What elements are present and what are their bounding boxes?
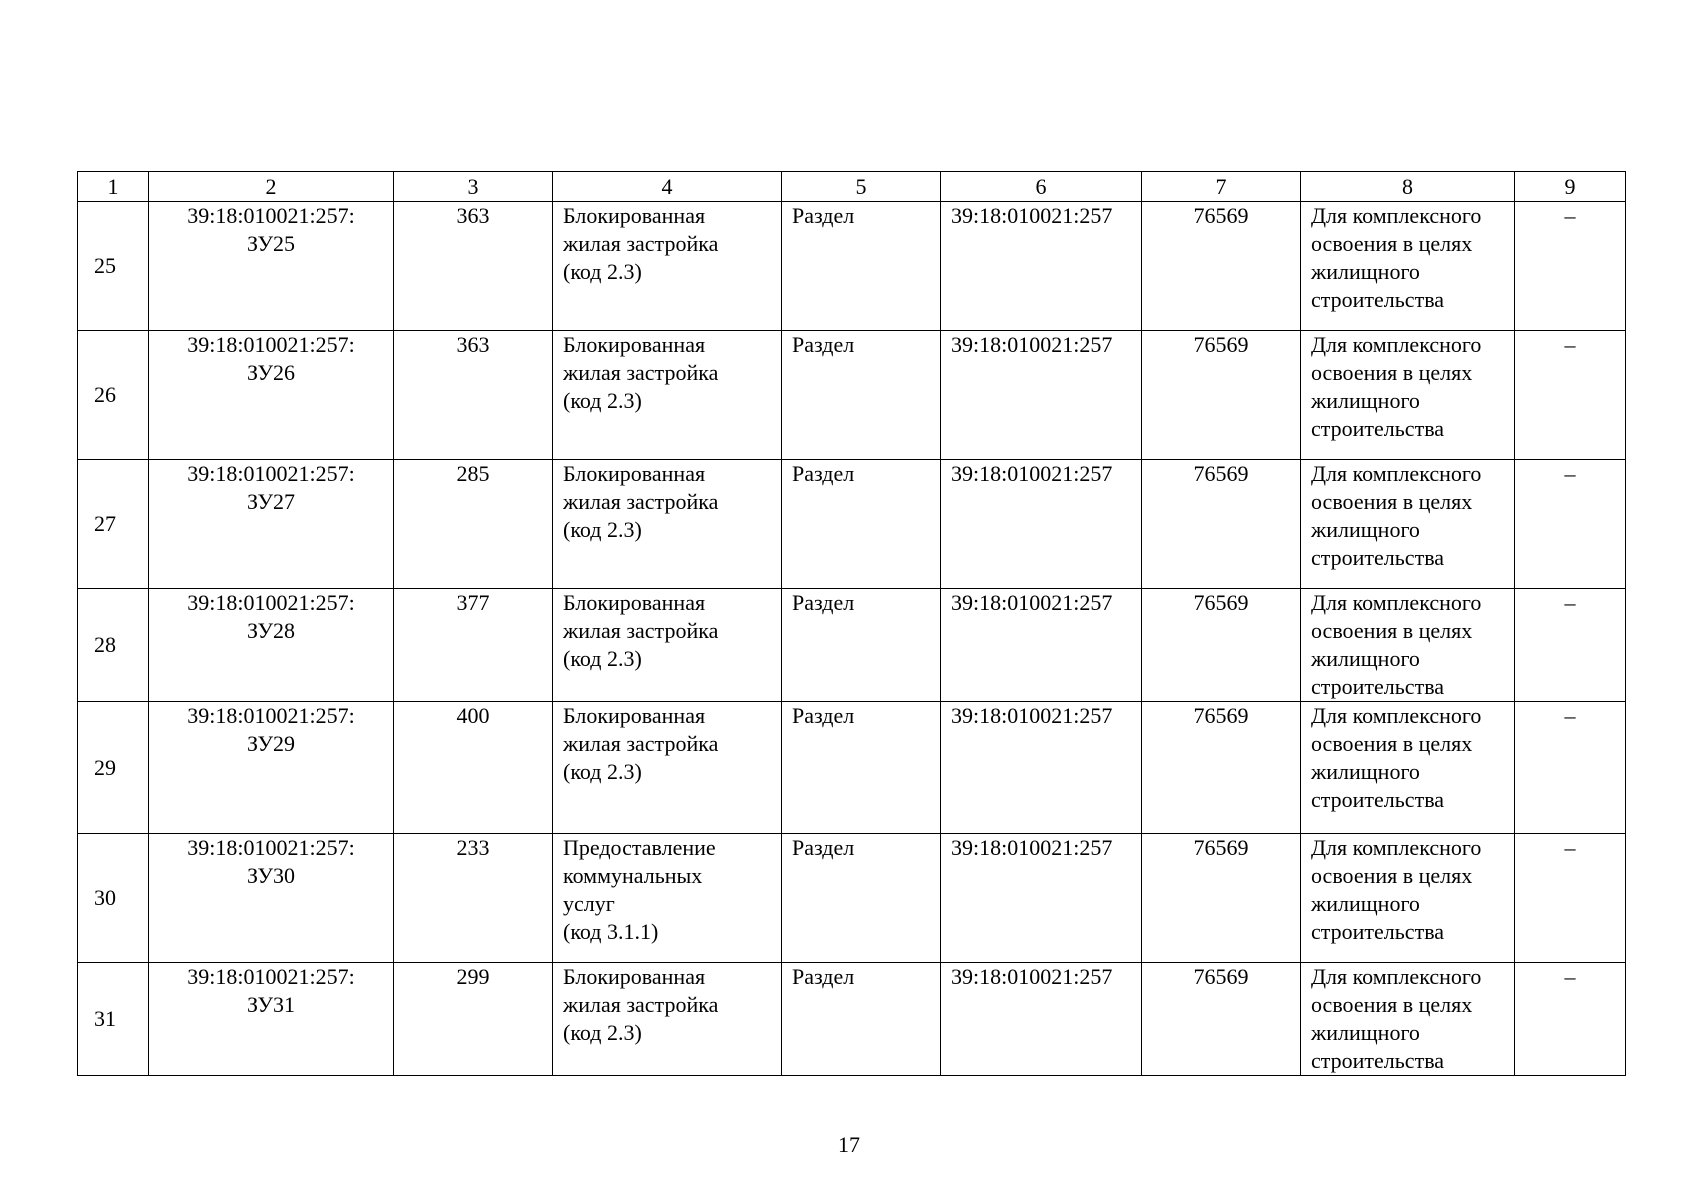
- category-cell: [1301, 702, 1515, 834]
- cell-line: жилищного: [1311, 259, 1420, 284]
- row-number-cell: 26: [78, 331, 149, 460]
- source-plot-cell: 39:18:010021:257: [941, 702, 1142, 834]
- header-cell: 9: [1515, 172, 1626, 202]
- header-cell: 4: [553, 172, 782, 202]
- cell-line: Блокированная: [563, 203, 706, 228]
- row-number-cell: 27: [78, 460, 149, 589]
- category-cell: [1301, 963, 1515, 1076]
- header-cell: 5: [782, 172, 941, 202]
- cell-line: Для комплексного: [1311, 835, 1482, 860]
- cell-line: 39:18:010021:257:: [187, 703, 355, 728]
- source-plot-cell: 39:18:010021:257: [941, 834, 1142, 963]
- cell-line: Для комплексного: [1311, 332, 1482, 357]
- note-cell: –: [1515, 702, 1626, 834]
- permitted-use-cell: [553, 834, 782, 963]
- plot-code-cell: [149, 963, 394, 1076]
- row-number-cell: 30: [78, 834, 149, 963]
- row-number-cell: 29: [78, 702, 149, 834]
- plot-code-cell: [149, 202, 394, 331]
- cell-line: строительства: [1311, 287, 1445, 312]
- note-cell: –: [1515, 202, 1626, 331]
- note-cell: –: [1515, 589, 1626, 702]
- plot-area-cell: 299: [394, 963, 553, 1076]
- plot-code-cell: [149, 589, 394, 702]
- cell-line: жилищного: [1311, 517, 1420, 542]
- cell-line: жилая застройка: [563, 731, 719, 756]
- header-cell: 3: [394, 172, 553, 202]
- cell-line: ЗУ26: [246, 360, 296, 385]
- cell-line: ЗУ25: [246, 231, 296, 256]
- cell-line: освоения в целях: [1311, 489, 1473, 514]
- cell-line: ЗУ28: [246, 618, 296, 643]
- formation-method-cell: Раздел: [782, 589, 941, 702]
- cell-line: услуг: [563, 891, 615, 916]
- category-cell: [1301, 331, 1515, 460]
- cell-line: строительства: [1311, 674, 1445, 699]
- cell-line: 39:18:010021:257:: [187, 964, 355, 989]
- formation-method-cell: Раздел: [782, 202, 941, 331]
- cell-line: Для комплексного: [1311, 461, 1482, 486]
- note-cell: –: [1515, 963, 1626, 1076]
- cell-line: Для комплексного: [1311, 590, 1482, 615]
- formation-method-cell: Раздел: [782, 963, 941, 1076]
- table-row: [78, 589, 1626, 702]
- table-row: [78, 331, 1626, 460]
- cell-line: строительства: [1311, 787, 1445, 812]
- cell-line: коммунальных: [563, 863, 703, 888]
- source-plot-cell: 39:18:010021:257: [941, 963, 1142, 1076]
- table-row: [78, 834, 1626, 963]
- note-cell: –: [1515, 331, 1626, 460]
- header-cell: 2: [149, 172, 394, 202]
- formation-method-cell: Раздел: [782, 331, 941, 460]
- cell-line: строительства: [1311, 416, 1445, 441]
- cell-line: строительства: [1311, 1048, 1445, 1073]
- land-plots-table: [77, 171, 1626, 1076]
- permitted-use-cell: [553, 202, 782, 331]
- cell-line: 39:18:010021:257:: [187, 590, 355, 615]
- source-area-cell: 76569: [1142, 702, 1301, 834]
- cell-line: Предоставление: [563, 835, 716, 860]
- table-row: [78, 963, 1626, 1076]
- row-number-cell: 31: [78, 963, 149, 1076]
- table-header: [78, 172, 1626, 202]
- page-number: 17: [838, 1132, 860, 1157]
- cell-line: жилая застройка: [563, 231, 719, 256]
- plot-code-cell: [149, 460, 394, 589]
- formation-method-cell: Раздел: [782, 460, 941, 589]
- formation-method-cell: Раздел: [782, 702, 941, 834]
- cell-line: Блокированная: [563, 964, 706, 989]
- table-row: [78, 202, 1626, 331]
- plot-code-cell: [149, 702, 394, 834]
- cell-line: жилищного: [1311, 388, 1420, 413]
- cell-line: Для комплексного: [1311, 203, 1482, 228]
- cell-line: освоения в целях: [1311, 863, 1473, 888]
- plot-area-cell: 285: [394, 460, 553, 589]
- source-area-cell: 76569: [1142, 834, 1301, 963]
- cell-line: освоения в целях: [1311, 618, 1473, 643]
- source-plot-cell: 39:18:010021:257: [941, 460, 1142, 589]
- cell-line: Для комплексного: [1311, 964, 1482, 989]
- source-area-cell: 76569: [1142, 331, 1301, 460]
- cell-line: жилищного: [1311, 759, 1420, 784]
- note-cell: –: [1515, 460, 1626, 589]
- cell-line: освоения в целях: [1311, 992, 1473, 1017]
- cell-line: ЗУ30: [246, 863, 296, 888]
- header-cell: 1: [78, 172, 149, 202]
- source-area-cell: 76569: [1142, 963, 1301, 1076]
- table-body: [78, 202, 1626, 1076]
- cell-line: Блокированная: [563, 590, 706, 615]
- cell-line: (код 2.3): [563, 388, 642, 413]
- source-plot-cell: 39:18:010021:257: [941, 331, 1142, 460]
- formation-method-cell: Раздел: [782, 834, 941, 963]
- cell-line: ЗУ27: [246, 489, 296, 514]
- cell-line: жилая застройка: [563, 489, 719, 514]
- permitted-use-cell: [553, 460, 782, 589]
- row-number-cell: 25: [78, 202, 149, 331]
- cell-line: жилищного: [1311, 1020, 1420, 1045]
- source-plot-cell: 39:18:010021:257: [941, 589, 1142, 702]
- source-area-cell: 76569: [1142, 202, 1301, 331]
- cell-line: жилая застройка: [563, 992, 719, 1017]
- cell-line: строительства: [1311, 545, 1445, 570]
- cell-line: строительства: [1311, 919, 1445, 944]
- permitted-use-cell: [553, 331, 782, 460]
- source-area-cell: 76569: [1142, 589, 1301, 702]
- category-cell: [1301, 460, 1515, 589]
- cell-line: Блокированная: [563, 332, 706, 357]
- cell-line: (код 2.3): [563, 1020, 642, 1045]
- category-cell: [1301, 589, 1515, 702]
- cell-line: Для комплексного: [1311, 703, 1482, 728]
- cell-line: (код 2.3): [563, 646, 642, 671]
- note-cell: –: [1515, 834, 1626, 963]
- plot-area-cell: 233: [394, 834, 553, 963]
- cell-line: 39:18:010021:257:: [187, 461, 355, 486]
- table-row: [78, 702, 1626, 834]
- permitted-use-cell: [553, 963, 782, 1076]
- permitted-use-cell: [553, 589, 782, 702]
- row-number-cell: 28: [78, 589, 149, 702]
- plot-area-cell: 363: [394, 331, 553, 460]
- cell-line: 39:18:010021:257:: [187, 203, 355, 228]
- cell-line: Блокированная: [563, 461, 706, 486]
- header-cell: 6: [941, 172, 1142, 202]
- cell-line: Блокированная: [563, 703, 706, 728]
- plot-code-cell: [149, 834, 394, 963]
- cell-line: (код 2.3): [563, 259, 642, 284]
- cell-line: освоения в целях: [1311, 231, 1473, 256]
- cell-line: освоения в целях: [1311, 731, 1473, 756]
- plot-area-cell: 363: [394, 202, 553, 331]
- cell-line: жилая застройка: [563, 618, 719, 643]
- header-row: [78, 172, 1626, 202]
- header-cell: 8: [1301, 172, 1515, 202]
- plot-code-cell: [149, 331, 394, 460]
- cell-line: 39:18:010021:257:: [187, 835, 355, 860]
- cell-line: ЗУ31: [246, 992, 296, 1017]
- plot-area-cell: 400: [394, 702, 553, 834]
- cell-line: (код 2.3): [563, 517, 642, 542]
- cell-line: 39:18:010021:257:: [187, 332, 355, 357]
- cell-line: жилая застройка: [563, 360, 719, 385]
- source-area-cell: 76569: [1142, 460, 1301, 589]
- category-cell: [1301, 202, 1515, 331]
- cell-line: ЗУ29: [246, 731, 296, 756]
- cell-line: освоения в целях: [1311, 360, 1473, 385]
- cell-line: (код 3.1.1): [563, 919, 659, 944]
- permitted-use-cell: [553, 702, 782, 834]
- cell-line: (код 2.3): [563, 759, 642, 784]
- cell-line: жилищного: [1311, 646, 1420, 671]
- header-cell: 7: [1142, 172, 1301, 202]
- category-cell: [1301, 834, 1515, 963]
- plot-area-cell: 377: [394, 589, 553, 702]
- table-row: [78, 460, 1626, 589]
- source-plot-cell: 39:18:010021:257: [941, 202, 1142, 331]
- cell-line: жилищного: [1311, 891, 1420, 916]
